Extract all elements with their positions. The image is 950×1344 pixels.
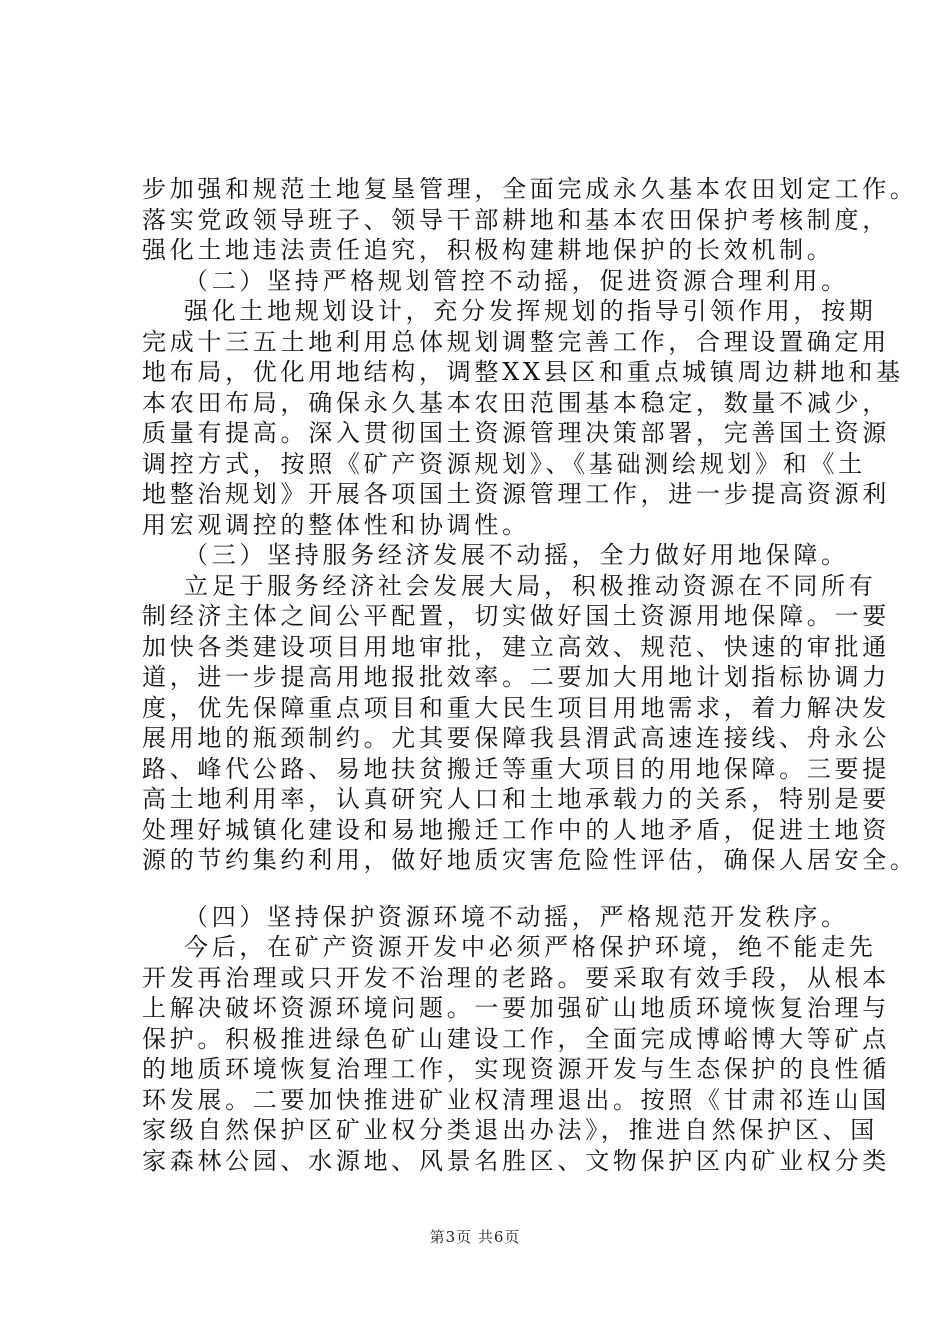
paragraph-2 xyxy=(142,296,904,540)
text-line: 今后，在矿产资源开发中必须严格保护环境，绝不能走先 xyxy=(184,933,877,961)
text-line: 强化土地规划设计，充分发挥规划的指导引领作用，按期 xyxy=(184,297,877,325)
text-line: 质量有提高。深入贯彻国土资源管理决策部署，完善国土资源 xyxy=(142,419,890,447)
text-line: 开发再治理或只开发不治理的老路。要采取有效手段，从根本 xyxy=(142,963,890,992)
text-line: 环发展。二要加快推进矿业权清理退出。按照《甘肃祁连山国 xyxy=(142,1085,890,1114)
text-line: 的地质环境恢复治理工作，实现资源开发与生态保护的良性循 xyxy=(142,1055,890,1083)
text-line: 度，优先保障重点项目和重大民生项目用地需求，着力解决发 xyxy=(142,693,890,722)
text-line: 高土地利用率，认真研究人口和土地承载力的关系，特别是要 xyxy=(142,785,890,813)
text-line: 立足于服务经济社会发展大局，积极推动资源在不同所有 xyxy=(184,571,877,600)
text-line: 步加强和规范土地复垦管理，全面完成永久基本农田划定工作。 xyxy=(142,175,918,203)
text-line: 用宏观调控的整体性和协调性。 xyxy=(142,510,530,539)
text-line: 制经济主体之间公平配置，切实做好国土资源用地保障。一要 xyxy=(142,602,890,630)
text-line: 强化土地违法责任追究，积极构建耕地保护的长效机制。 xyxy=(142,236,835,264)
section-heading-4: （四）坚持保护资源环境不动摇，严格规范开发秩序。 xyxy=(184,902,849,931)
text-line: 落实党政领导班子、领导干部耕地和基本农田保护考核制度， xyxy=(142,205,890,234)
text-line: 保护。积极推进绿色矿山建设工作，全面完成博峪博大等矿点 xyxy=(142,1024,890,1053)
text-line: 上解决破坏资源环境问题。一要加强矿山地质环境恢复治理与 xyxy=(142,994,890,1022)
text-line: 完成十三五土地利用总体规划调整完善工作，合理设置确定用 xyxy=(142,327,890,356)
paragraph-3 xyxy=(142,571,918,876)
text-line: 加快各类建设项目用地审批，建立高效、规范、快速的审批通 xyxy=(142,632,890,661)
paragraph-4 xyxy=(142,932,890,1176)
page-footer: 第3页 共6页 xyxy=(429,1228,521,1246)
text-line: 源的节约集约利用，做好地质灾害危险性评估，确保人居安全。 xyxy=(142,846,918,874)
text-line: 路、峰代公路、易地扶贫搬迁等重大项目的用地保障。三要提 xyxy=(142,754,890,783)
paragraph-block1 xyxy=(142,174,918,266)
section-heading-3: （三）坚持服务经济发展不动摇，全力做好用地保障。 xyxy=(184,541,849,569)
text-line: 本农田布局，确保永久基本农田范围基本稳定，数量不减少， xyxy=(142,388,890,417)
section-heading-2: （二）坚持严格规划管控不动摇，促进资源合理利用。 xyxy=(184,266,849,295)
text-line: 调控方式，按照《矿产资源规划》、《基础测绘规划》和《土 xyxy=(142,449,866,478)
text-line: 地整治规划》开展各项国土资源管理工作，进一步提高资源利 xyxy=(142,480,890,508)
text-line: 处理好城镇化建设和易地搬迁工作中的人地矛盾，促进土地资 xyxy=(142,815,890,844)
text-line: 展用地的瓶颈制约。尤其要保障我县渭武高速连接线、舟永公 xyxy=(142,724,890,752)
text-line: 家级自然保护区矿业权分类退出办法》，推进自然保护区、国 xyxy=(142,1116,878,1144)
text-line: 地布局，优化用地结构，调整XX县区和重点城镇周边耕地和基 xyxy=(142,358,904,386)
text-line: 家森林公园、水源地、风景名胜区、文物保护区内矿业权分类 xyxy=(142,1146,890,1175)
text-line: 道，进一步提高用地报批效率。二要加大用地计划指标协调力 xyxy=(142,663,890,691)
document-body xyxy=(142,174,918,1176)
paragraph-gap xyxy=(142,876,838,902)
